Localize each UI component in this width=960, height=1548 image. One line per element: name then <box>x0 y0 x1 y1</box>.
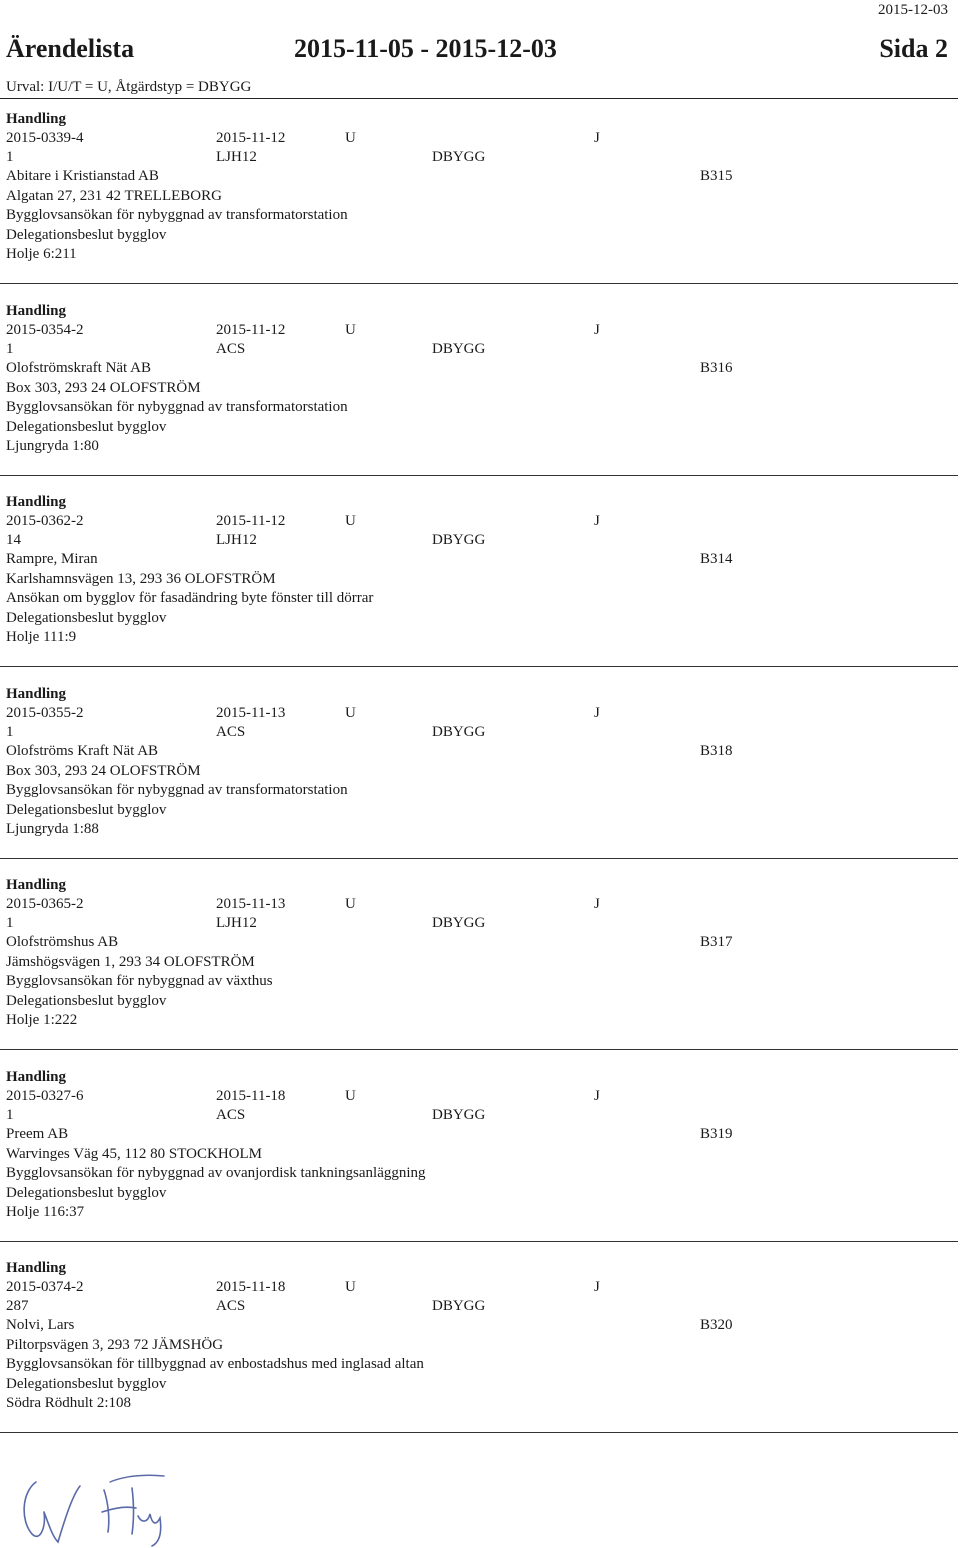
case-handler: ACS <box>216 1298 246 1314</box>
action-type: DBYGG <box>432 149 486 165</box>
case-date: 2015-11-12 <box>216 321 286 338</box>
action-type: DBYGG <box>432 1106 486 1123</box>
reference-code: B314 <box>700 551 733 567</box>
case-type: U <box>345 321 356 338</box>
applicant-address: Piltorpsvägen 3, 293 72 JÄMSHÖG <box>6 1337 224 1353</box>
case-date: 2015-11-18 <box>216 1279 286 1295</box>
case-description: Bygglovsansökan för nybyggnad av transformatorstation <box>6 207 348 223</box>
applicant-address: Warvinges Väg 45, 112 80 STOCKHOLM <box>6 1145 263 1162</box>
action-type: DBYGG <box>432 532 486 548</box>
property-designation: Holje 116:37 <box>6 1203 85 1220</box>
print-date: 2015-12-03 <box>878 2 948 18</box>
applicant-name: Olofströmshus AB <box>6 934 119 950</box>
case-description: Bygglovsansökan för nybyggnad av transformatorstation <box>6 398 348 415</box>
document-count: 1 <box>6 915 14 931</box>
case-number: 2015-0339-4 <box>6 130 84 146</box>
reference-code: B316 <box>700 359 733 376</box>
handling-heading: Handling <box>6 494 67 510</box>
case-flag: J <box>594 321 600 338</box>
decision-type: Delegationsbeslut bygglov <box>6 610 167 626</box>
case-handler: LJH12 <box>216 532 257 548</box>
record-block <box>0 874 960 1066</box>
case-handler: ACS <box>216 723 246 740</box>
reference-code: B317 <box>700 934 733 950</box>
case-flag: J <box>594 1087 600 1104</box>
case-date: 2015-11-12 <box>216 513 286 529</box>
decision-type: Delegationsbeslut bygglov <box>6 993 167 1009</box>
case-number: 2015-0327-6 <box>6 1087 84 1104</box>
record-list <box>0 108 960 1449</box>
record-block <box>0 300 960 492</box>
record-block <box>0 108 960 300</box>
applicant-name: Abitare i Kristianstad AB <box>6 168 159 184</box>
case-flag: J <box>594 513 600 529</box>
decision-type: Delegationsbeslut bygglov <box>6 1376 167 1392</box>
document-count: 14 <box>6 532 21 548</box>
case-description: Bygglovsansökan för nybyggnad av ovanjordisk tankningsanläggning <box>6 1164 426 1181</box>
handling-heading: Handling <box>6 685 67 702</box>
handling-heading: Handling <box>6 1068 67 1085</box>
handling-heading: Handling <box>6 1260 67 1276</box>
reference-code: B318 <box>700 742 733 759</box>
case-type: U <box>345 1087 356 1104</box>
case-flag: J <box>594 1279 600 1295</box>
property-designation: Holje 6:211 <box>6 246 77 262</box>
handling-heading: Handling <box>6 877 67 893</box>
applicant-address: Algatan 27, 231 42 TRELLEBORG <box>6 188 222 204</box>
case-number: 2015-0355-2 <box>6 704 84 721</box>
case-handler: ACS <box>216 1106 246 1123</box>
record-block <box>0 1257 960 1449</box>
action-type: DBYGG <box>432 1298 486 1314</box>
case-handler: LJH12 <box>216 915 257 931</box>
case-description: Ansökan om bygglov för fasadändring byte fönster till dörrar <box>6 590 374 606</box>
applicant-address: Jämshögsvägen 1, 293 34 OLOFSTRÖM <box>6 954 255 970</box>
case-date: 2015-11-12 <box>216 130 286 146</box>
document-count: 287 <box>6 1298 29 1314</box>
action-type: DBYGG <box>432 340 486 357</box>
action-type: DBYGG <box>432 915 486 931</box>
case-description: Bygglovsansökan för tillbyggnad av enbostadshus med inglasad altan <box>6 1356 424 1372</box>
applicant-address: Box 303, 293 24 OLOFSTRÖM <box>6 379 201 396</box>
record-divider <box>0 1241 958 1242</box>
case-type: U <box>345 1279 356 1295</box>
case-number: 2015-0365-2 <box>6 896 84 912</box>
applicant-name: Preem AB <box>6 1125 69 1142</box>
case-handler: ACS <box>216 340 246 357</box>
case-date: 2015-11-13 <box>216 896 286 912</box>
case-type: U <box>345 513 356 529</box>
property-designation: Ljungryda 1:88 <box>6 820 99 837</box>
record-block <box>0 683 960 875</box>
applicant-name: Olofströms Kraft Nät AB <box>6 742 159 759</box>
decision-type: Delegationsbeslut bygglov <box>6 227 167 243</box>
property-designation: Södra Rödhult 2:108 <box>6 1395 132 1411</box>
record-block <box>0 1066 960 1258</box>
case-number: 2015-0354-2 <box>6 321 84 338</box>
case-flag: J <box>594 896 600 912</box>
applicant-name: Rampre, Miran <box>6 551 98 567</box>
applicant-name: Nolvi, Lars <box>6 1317 75 1333</box>
case-flag: J <box>594 704 600 721</box>
handling-heading: Handling <box>6 302 67 319</box>
case-number: 2015-0362-2 <box>6 513 84 529</box>
decision-type: Delegationsbeslut bygglov <box>6 1184 167 1201</box>
reference-code: B320 <box>700 1317 733 1333</box>
applicant-name: Olofströmskraft Nät AB <box>6 359 151 376</box>
selection-criteria: Urval: I/U/T = U, Åtgärdstyp = DBYGG <box>6 79 252 95</box>
record-divider <box>0 283 958 284</box>
property-designation: Holje 111:9 <box>6 629 77 645</box>
case-date: 2015-11-18 <box>216 1087 286 1104</box>
case-handler: LJH12 <box>216 149 257 165</box>
case-number: 2015-0374-2 <box>6 1279 84 1295</box>
handling-heading: Handling <box>6 111 67 127</box>
case-type: U <box>345 896 356 912</box>
header-divider <box>0 98 958 99</box>
document-count: 1 <box>6 340 14 357</box>
document-count: 1 <box>6 723 14 740</box>
reference-code: B315 <box>700 168 733 184</box>
case-description: Bygglovsansökan för nybyggnad av transformatorstation <box>6 781 348 798</box>
case-flag: J <box>594 130 600 146</box>
case-type: U <box>345 704 356 721</box>
decision-type: Delegationsbeslut bygglov <box>6 801 167 818</box>
page-title: Ärendelista <box>6 34 135 63</box>
case-type: U <box>345 130 356 146</box>
applicant-address: Box 303, 293 24 OLOFSTRÖM <box>6 762 201 779</box>
document-count: 1 <box>6 1106 14 1123</box>
record-divider <box>0 475 958 476</box>
page-number: Sida 2 <box>879 34 948 63</box>
record-divider <box>0 666 958 667</box>
handwritten-signature <box>14 1462 184 1547</box>
case-description: Bygglovsansökan för nybyggnad av växthus <box>6 973 273 989</box>
document-count: 1 <box>6 149 14 165</box>
record-divider <box>0 1432 958 1433</box>
decision-type: Delegationsbeslut bygglov <box>6 418 167 435</box>
property-designation: Holje 1:222 <box>6 1012 78 1028</box>
date-range: 2015-11-05 - 2015-12-03 <box>294 34 557 63</box>
record-divider <box>0 1049 958 1050</box>
applicant-address: Karlshamnsvägen 13, 293 36 OLOFSTRÖM <box>6 571 276 587</box>
record-divider <box>0 858 958 859</box>
property-designation: Ljungryda 1:80 <box>6 437 99 454</box>
case-date: 2015-11-13 <box>216 704 286 721</box>
action-type: DBYGG <box>432 723 486 740</box>
record-block <box>0 491 960 683</box>
reference-code: B319 <box>700 1125 733 1142</box>
